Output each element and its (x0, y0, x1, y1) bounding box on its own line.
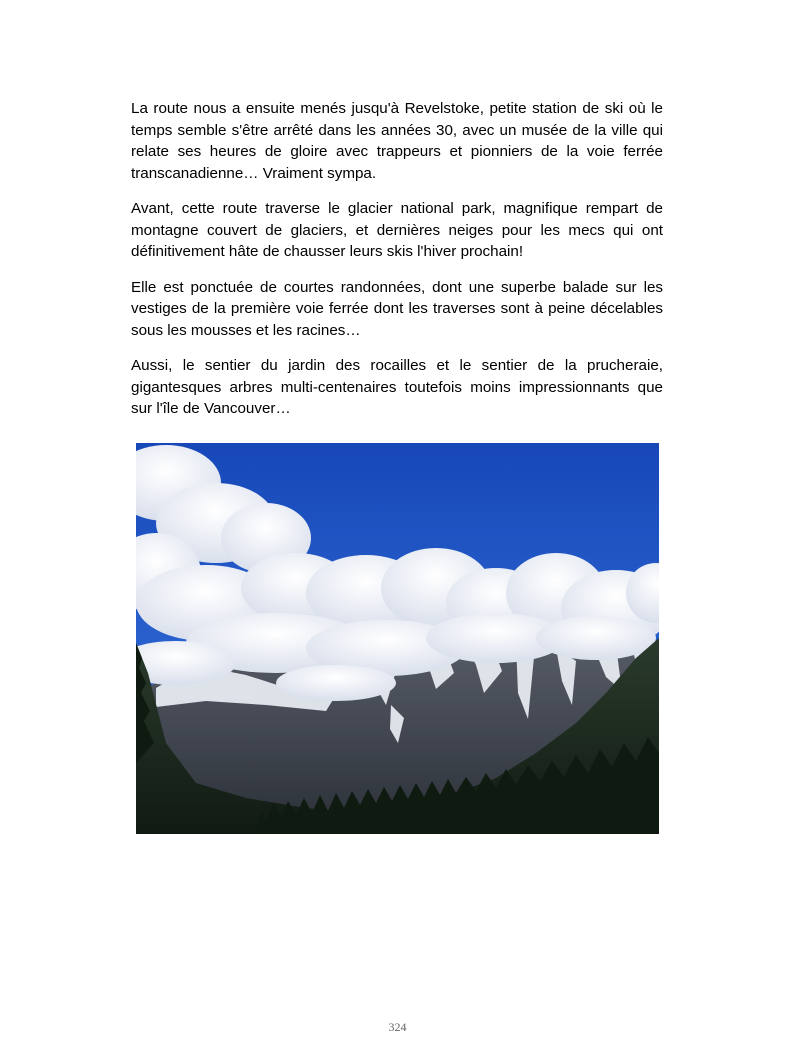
body-text (131, 98, 663, 434)
page-number: 324 (388, 1020, 407, 1034)
paragraph-revelstoke: La route nous a ensuite menés jusqu'à Revelstoke, petite station de ski où le temps semble s'être arrêté dans les années 30, avec un musée de la ville qui relate ses heures de gloire avec trappeurs et pionniers de la voie ferrée transcanadienne… Vraiment sympa. (131, 100, 663, 182)
mountain-landscape-image (136, 443, 659, 834)
paragraph-sentiers: Aussi, le sentier du jardin des rocailles et le sentier de la prucheraie, gigantesques arbres multi-centenaires toutefois moins impressionnants que sur l'île de Vancouver… (131, 357, 663, 417)
paragraph-randonnees: Elle est ponctuée de courtes randonnées, dont une superbe balade sur les vestiges de la première voie ferrée dont les traverses sont à peine décelables sous les mousses et les racines… (131, 278, 663, 339)
paragraph-glacier-park: Avant, cette route traverse le glacier national park, magnifique rempart de montagne couvert de glaciers, et dernières neiges pour les mecs qui ont définitivement hâte de chausser leurs skis l'hiver prochain! (131, 200, 663, 260)
mountain-photo (136, 443, 659, 834)
